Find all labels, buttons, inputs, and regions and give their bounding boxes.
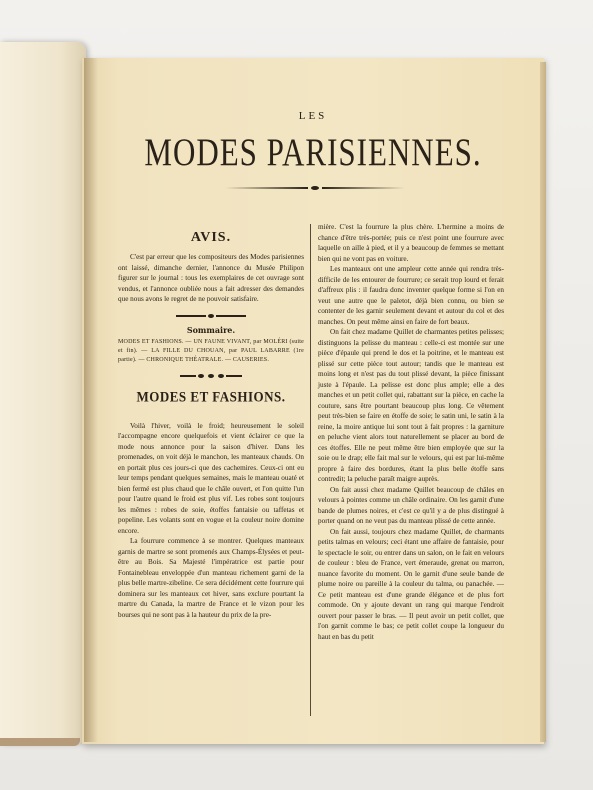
header-les: LES <box>298 110 328 122</box>
modes-paragraph: On fait chez madame Quillet de charmantes petites pelisses; distinguons la pelisse du manteau : celle-ci est montée sur une pièce d'épaule qui prend le dos et la poitrine, et le manteau est plissé sur cette pièce tout autour; tandis que le manteau est moins long et n'est pas du tout plissé devant, la pièce finissant juste à l'épaule. La pelisse est donc plus ample; elle a des manches et un petit collet qui, rabattant sur la pièce, en cache la couture, sans être pourtant beaucoup plus long. Ce vêtement peut très-bien se faire en étoffe de soie; le satin uni, le satin à la reine, la moire antique lui sont tout à fait propres : la garniture en peluche vient alors tout naturellement se placer au bord de ces étoffes. Elle ne peut même être bien employée que sur la soie ou le drap; elle fait mal sur le velours, qui est par lui-même propre à faire des bordures, étant la plus belle étoffe sans contredit; la peluche paraît maigre auprès. <box>318 328 504 483</box>
column-divider <box>310 224 311 716</box>
modes-paragraph: On fait aussi, toujours chez madame Quillet, de charmants petits talmas en velours; ceci étant une affaire de fantaisie, pour le spectacle le soir, ou entrer dans un salon, on le fait en velours de couleur : bleu de France, vert émeraude, grenat ou marron, nuance favorite du moment. On le garnit d'une seule bande de plume noire ou pareille à la couleur du talma, ou panachée. — Ce petit manteau est d'une grande élégance et de plus fort commode. On y ajoute devant un rang qui marque l'endroit ouvert pour passer le bras. — Il peut avoir un petit collet, que l'on garnit comme le bas; ce petit collet coupe la longueur du haut en bas du petit <box>318 527 504 641</box>
title-ornament <box>225 186 405 190</box>
modes-paragraph: mière. C'est la fourrure la plus chère. L'hermine a moins de chance d'être très-portée; puis ce n'est point une fourrure avec laquelle on aille à pied, et il y a beaucoup de femmes se mettant bien qui ne vont pas en voiture. <box>318 223 504 263</box>
avis-heading: AVIS. <box>190 230 232 245</box>
modes-paragraph: Les manteaux ont une ampleur cette année qui rendra très-difficile de les entourer de fourrure; ce serait trop lourd et ferait d'affreux plis : il faudra donc inventer quelque forme si l'on en veut une autre que le paletot, déjà bien connu, ou bien se contenter de les garnir seulement devant et autour du col et des manches. On peut même ainsi en faire de fort beaux. <box>318 265 504 326</box>
modes-heading: MODES ET FASHIONS. <box>136 387 286 405</box>
left-column <box>118 222 304 620</box>
modes-paragraph: Voilà l'hiver, voilà le froid; heureusement le soleil l'accompagne encore quelquefois et vient éclairer ce que la mode nous annonce pour la saison d'hiver. Dans les promenades, on voit déjà le manchon, les manteaux chauds. On en portait plus ces jours-ci que des cachemires. Ceux-ci ont eu leur temps pendant quelques semaines, mais le manteau ouaté et bien fermé est plus chaud que le châle ouvert, et l'on quitte l'un pour l'autre quand le froid est plus vif. Les robes sont toujours les mêmes : robes de soie, étoffes fantaisie ou taffetas et popeline. Les volants sont en vogue et la couleur noire domine encore. <box>118 421 304 535</box>
modes-paragraph: La fourrure commence à se montrer. Quelques manteaux garnis de martre se sont promenés aux Champs-Élysées et peut-être au Bois. Sa Majesté l'impératrice est partie pour Fontainebleau enveloppée d'un manteau richement garni de la plus belle martre-zibeline. Ce sera décidément cette fourrure qui dominera sur les manteaux cet hiver, sans exclure pourtant la martre du Canada, la martre de France et le vizon pour les bourses qui ne sont pas à la hauteur du prix de la pre- <box>118 537 304 619</box>
left-page-edge <box>0 738 80 746</box>
right-column <box>318 222 504 642</box>
sommaire-ornament <box>118 373 304 379</box>
sommaire-heading: Sommaire. <box>186 324 236 335</box>
page-title: MODES PARISIENNES. <box>144 130 482 174</box>
avis-ornament <box>118 313 304 319</box>
modes-paragraph: On fait aussi chez madame Quillet beaucoup de châles en velours à pointes comme un châle ordinaire. On les garnit d'une bande de plumes noires, et c'est ce qu'il y a de plus distingué à porter quand on ne veut pas du manteau plissé de cette année. <box>318 485 504 525</box>
avis-text: C'est par erreur que les compositeurs des Modes parisiennes ont laissé, dimanche dernier, l'annonce du Musée Philipon figurer sur le journal : tous les exemplaires de cet ouvrage sont vendus, et l'annonce oubliée nous a fait adresser des demandes que nous avons le regret de ne pouvoir satisfaire. <box>118 253 304 303</box>
sommaire-text: MODES ET FASHIONS. — UN FAUNE VIVANT, par MOLÉRI (suite et fin). — LA FILLE DU CHOUAN, par PAUL LABARRE (1re partie). — CHRONIQUE THÉATRALE. — CAUSERIES. <box>118 338 304 363</box>
left-page <box>0 42 86 744</box>
